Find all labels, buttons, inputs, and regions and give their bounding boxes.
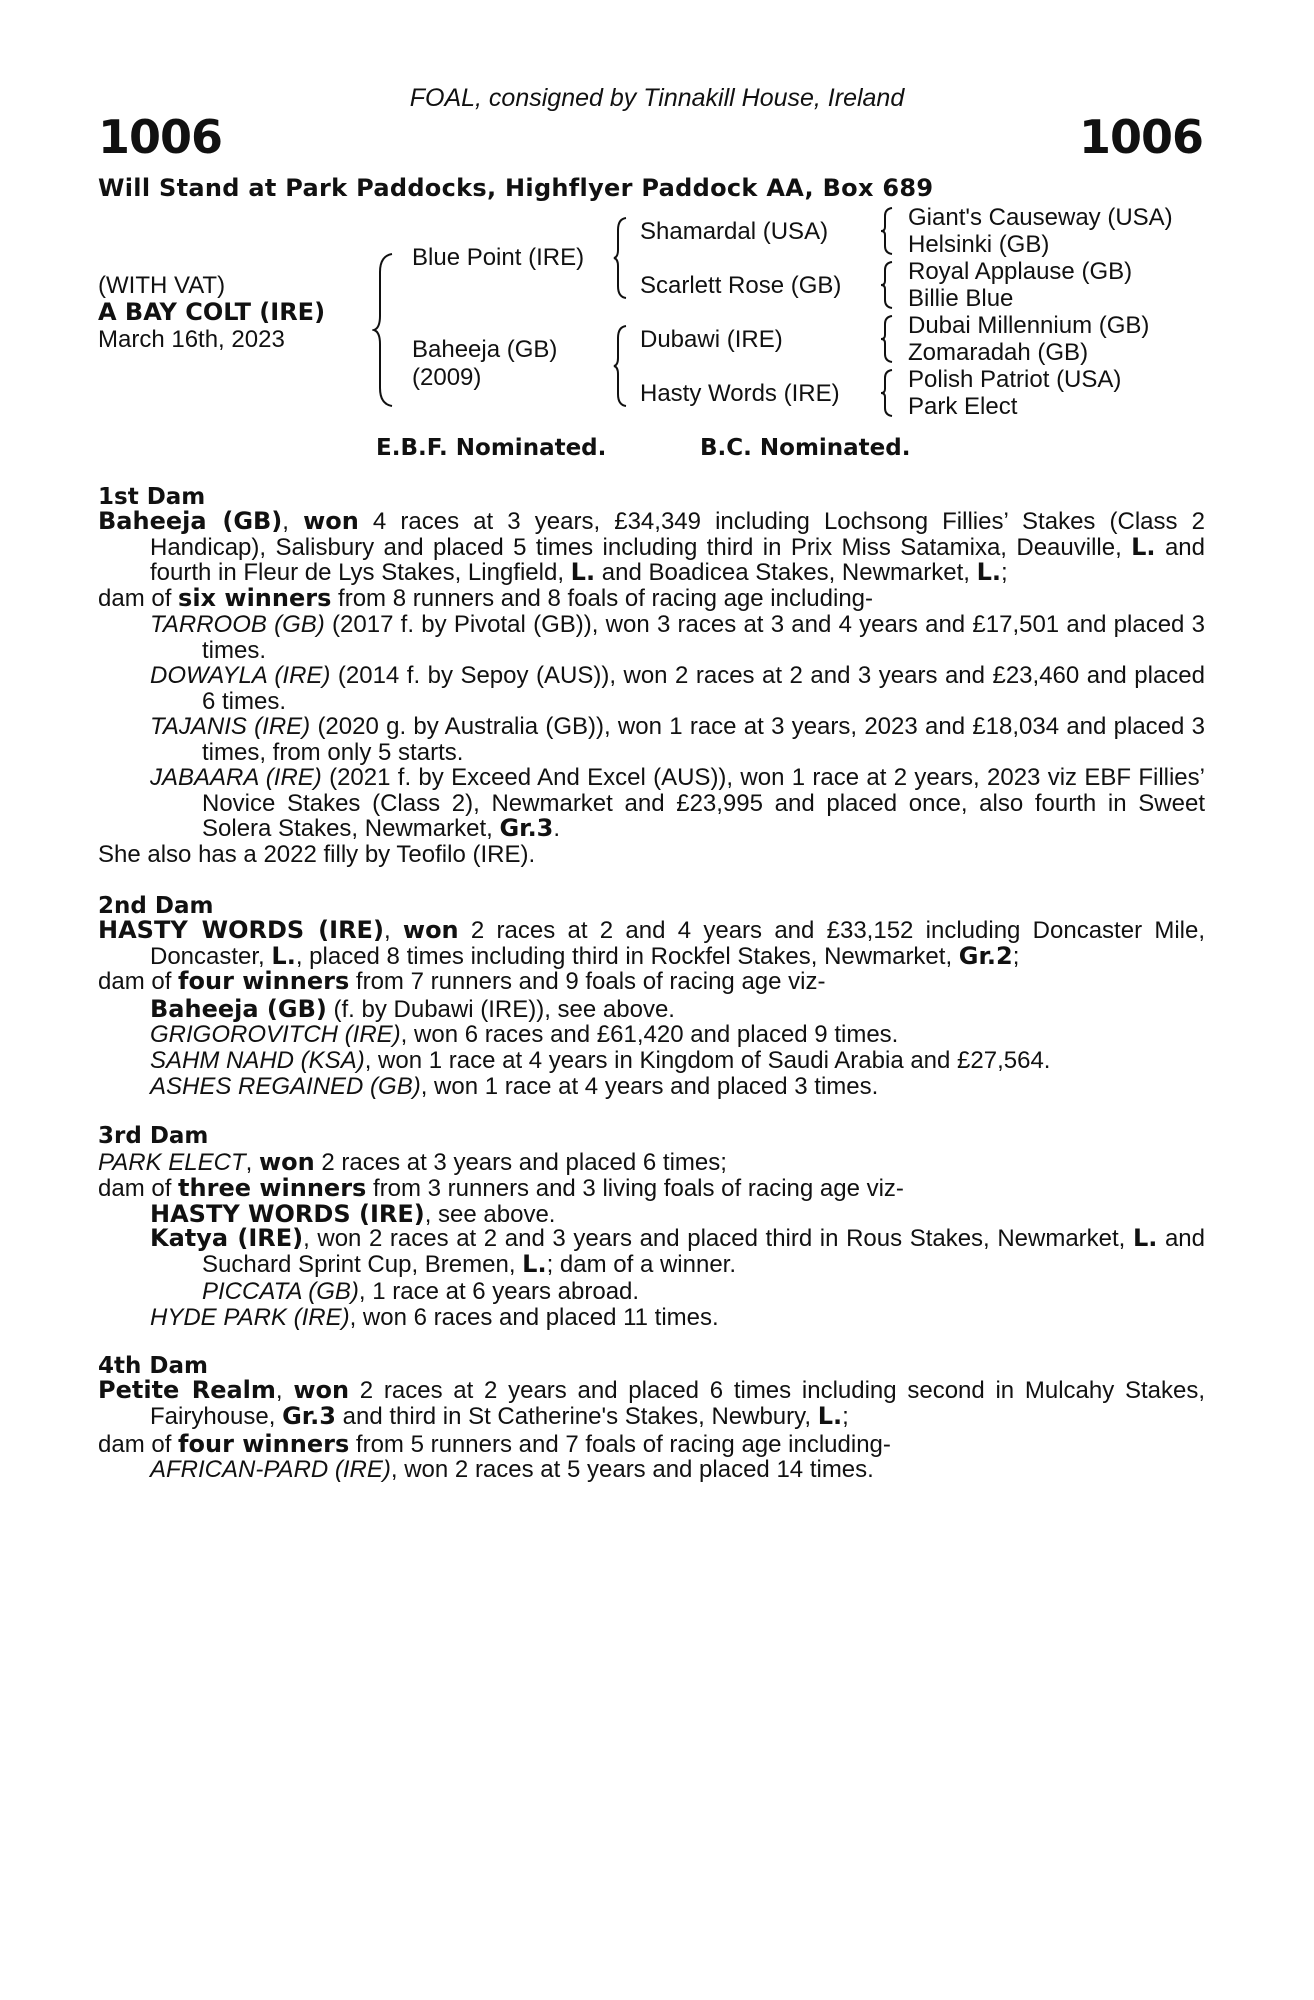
fourth-dam-produce-summary: dam of four winners from 5 runners and 7 foals of racing age including- [98, 1430, 891, 1458]
sire-name: Blue Point (IRE) [412, 244, 585, 271]
progeny-entry: Katya (IRE), won 2 races at 2 and 3 years and placed third in Rous Stakes, Newmarket, L. and Suchard Sprint Cup, Bremen, L.; dam of a winner. [150, 1224, 1205, 1278]
second-dam-record: HASTY WORDS (IRE), won 2 races at 2 and 4 years and £33,152 including Doncaster Mile, Doncaster, L., placed 8 times including third in Rockfel Stakes, Newmarket, Gr.2; [98, 916, 1206, 970]
second-dam-produce-summary: dam of four winners from 7 runners and 9 foals of racing age viz- [98, 967, 826, 995]
stand-location: Will Stand at Park Paddocks, Highflyer Paddock AA, Box 689 [98, 174, 934, 202]
g4-ancestor: Helsinki (GB) [908, 231, 1050, 258]
third-dam-heading: 3rd Dam [98, 1123, 209, 1149]
pedigree-brace-main [372, 252, 394, 408]
progeny-entry: AFRICAN-PARD (IRE), won 2 races at 5 years and placed 14 times. [150, 1456, 874, 1483]
progeny-entry: ASHES REGAINED (GB), won 1 race at 4 years and placed 3 times. [150, 1073, 879, 1100]
g4-ancestor: Giant's Causeway (USA) [908, 204, 1173, 231]
horse-name: A BAY COLT (IRE) [98, 298, 326, 326]
fourth-dam-record: Petite Realm, won 2 races at 2 years and placed 6 times including second in Mulcahy Stakes, Fairyhouse, Gr.3 and third in St Catherine's Stakes, Newbury, L.; [98, 1376, 1205, 1430]
dam-year: (2009) [412, 364, 482, 391]
pedigree-brace-g4-1 [880, 206, 894, 256]
progeny-entry: HASTY WORDS (IRE), see above. [150, 1200, 556, 1228]
ebf-nomination: E.B.F. Nominated. [376, 435, 607, 461]
progeny-entry: HYDE PARK (IRE), won 6 races and placed 11 times. [150, 1304, 719, 1331]
g4-ancestor: Billie Blue [908, 285, 1014, 312]
progeny-entry: TAJANIS (IRE) (2020 g. by Australia (GB)), won 1 race at 3 years, 2023 and £18,034 and placed 3 times, from only 5 starts. [150, 713, 1205, 766]
sire-sire: Shamardal (USA) [640, 218, 829, 245]
second-dam-heading: 2nd Dam [98, 893, 214, 919]
dam-name: Baheeja (GB) [412, 336, 558, 363]
first-dam-also-note: She also has a 2022 filly by Teofilo (IRE). [98, 841, 536, 868]
progeny-entry: JABAARA (IRE) (2021 f. by Exceed And Excel (AUS)), won 1 race at 2 years, 2023 viz EBF Fillies’ Novice Stakes (Class 2), Newmarket and £23,995 and placed once, also fourth in Sweet Solera Stakes, Newmarket, Gr.3. [150, 764, 1205, 843]
first-dam-heading: 1st Dam [98, 484, 206, 510]
pedigree-brace-dam [612, 324, 628, 408]
foaling-date: March 16th, 2023 [98, 326, 285, 353]
g4-ancestor: Polish Patriot (USA) [908, 366, 1122, 393]
first-dam-produce-summary: dam of six winners from 8 runners and 8 foals of racing age including- [98, 584, 874, 612]
progeny-entry: SAHM NAHD (KSA), won 1 race at 4 years in Kingdom of Saudi Arabia and £27,564. [150, 1047, 1051, 1074]
third-dam-produce-summary: dam of three winners from 3 runners and 3 living foals of racing age viz- [98, 1174, 904, 1202]
g4-ancestor: Dubai Millennium (GB) [908, 312, 1150, 339]
first-dam-record: Baheeja (GB), won 4 races at 3 years, £34,349 including Lochsong Fillies’ Stakes (Class 2 Handicap), Salisbury and placed 5 times including third in Prix Miss Satamixa, Deauville, L. and fourth in Fleur de Lys Stakes, Lingfield, L. and Boadicea Stakes, Newmarket, L.; [98, 507, 1205, 587]
consignor-line: FOAL, consigned by Tinnakill House, Ireland [409, 84, 905, 112]
progeny-entry: GRIGOROVITCH (IRE), won 6 races and £61,420 and placed 9 times. [150, 1021, 899, 1048]
g4-ancestor: Park Elect [908, 393, 1018, 420]
progeny-entry: DOWAYLA (IRE) (2014 f. by Sepoy (AUS)), won 2 races at 2 and 3 years and £23,460 and placed 6 times. [150, 662, 1206, 715]
lot-number-right: 1006 [1078, 110, 1203, 164]
progeny-entry: TARROOB (GB) (2017 f. by Pivotal (GB)), won 3 races at 3 and 4 years and £17,501 and placed 3 times. [150, 611, 1205, 664]
bc-nomination: B.C. Nominated. [700, 435, 911, 461]
pedigree-brace-g4-3 [880, 314, 894, 364]
grand-progeny-entry: PICCATA (GB), 1 race at 6 years abroad. [202, 1278, 640, 1305]
fourth-dam-heading: 4th Dam [98, 1353, 208, 1379]
lot-number-left: 1006 [98, 110, 223, 164]
dam-dam: Hasty Words (IRE) [640, 380, 840, 407]
progeny-entry: Baheeja (GB) (f. by Dubawi (IRE)), see above. [150, 995, 675, 1023]
third-dam-record: PARK ELECT, won 2 races at 3 years and placed 6 times; [98, 1148, 727, 1176]
g4-ancestor: Zomaradah (GB) [908, 339, 1089, 366]
pedigree-brace-g4-2 [880, 260, 894, 310]
vat-note: (WITH VAT) [98, 272, 226, 299]
pedigree-brace-g4-4 [880, 368, 894, 418]
g4-ancestor: Royal Applause (GB) [908, 258, 1133, 285]
sire-dam: Scarlett Rose (GB) [640, 272, 842, 299]
dam-sire: Dubawi (IRE) [640, 326, 783, 353]
pedigree-brace-sire [612, 216, 628, 300]
